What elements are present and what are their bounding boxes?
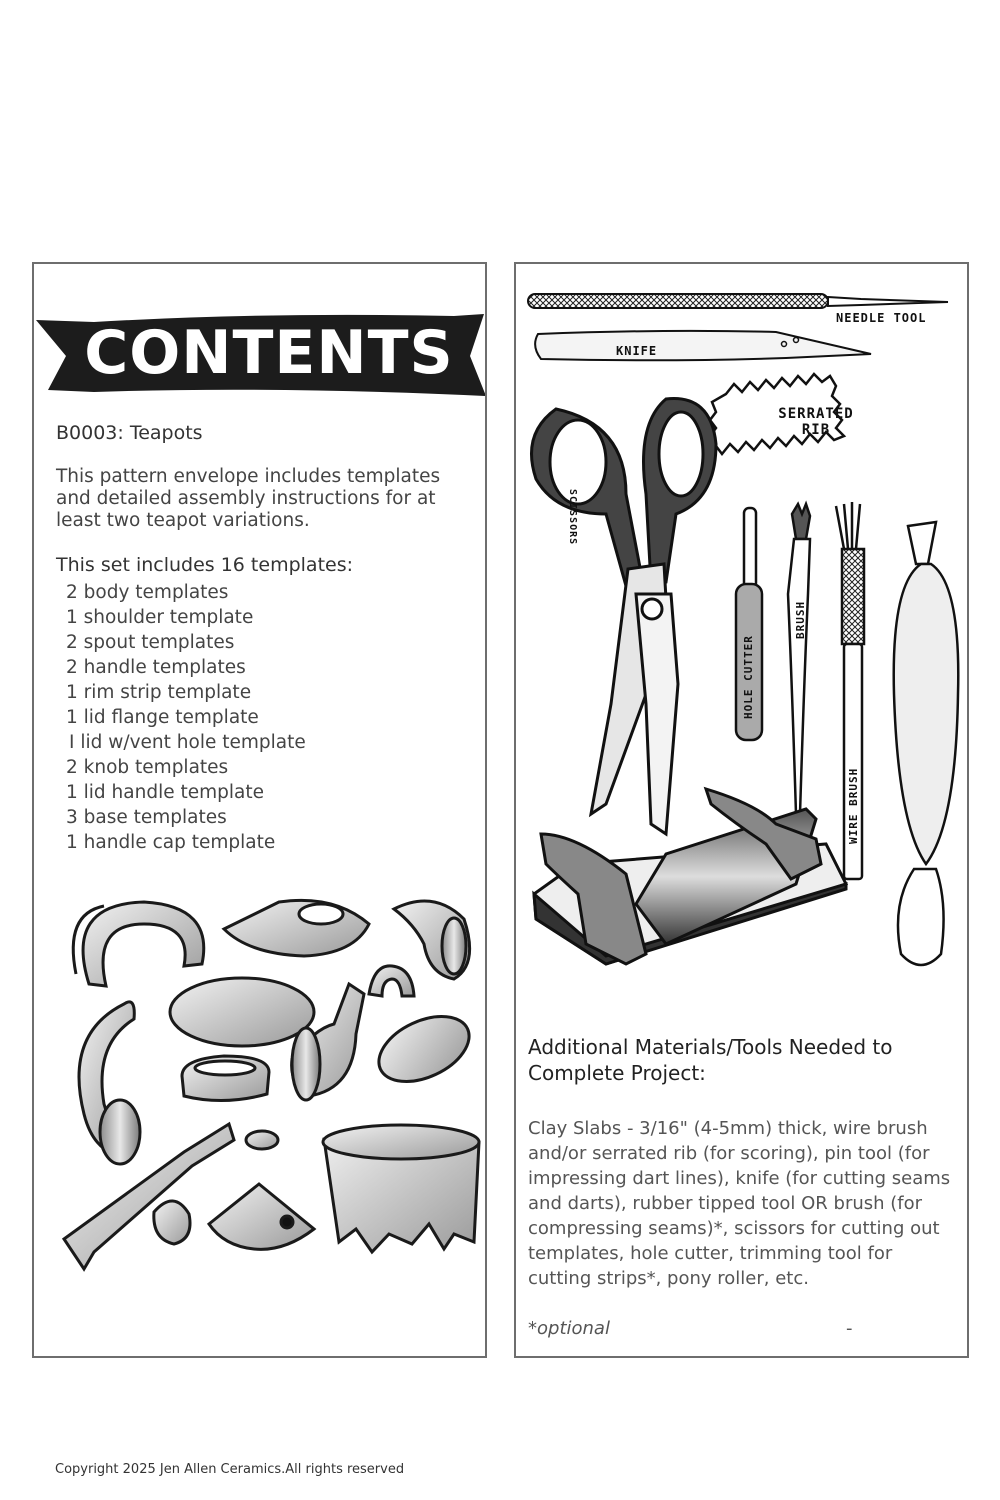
serrated-rib-label: SERRATED RIB: [778, 406, 854, 438]
brush-label: BRUSH: [794, 600, 807, 639]
scissors-label: SCISSORS: [567, 489, 578, 546]
wire-brush-label: WIRE BRUSH: [847, 767, 860, 844]
list-item: 1 lid handle template: [66, 782, 264, 803]
hole-cutter-label: HOLE CUTTER: [742, 635, 755, 719]
contents-panel: [32, 262, 487, 1358]
trimming-tool-icon: [894, 522, 959, 965]
needle-tool-icon: [528, 294, 948, 308]
contents-banner: [34, 300, 487, 400]
additional-materials-text: Clay Slabs - 3/16" (4-5mm) thick, wire brush and/or serrated rib (for scoring), pin tool (for impressing dart lines), knife (for cutting seams and darts), rubber tipped tool OR brush (for compressing seams)*, scissors for cutting out templates, hole cutter, trimming tool for cutting strips*, pony roller, etc.: [528, 1118, 951, 1289]
copyright-footer: Copyright 2025 Jen Allen Ceramics.All rights reserved: [55, 1462, 405, 1477]
optional-note: *optional: [528, 1318, 610, 1339]
list-item: 2 knob templates: [66, 757, 229, 778]
pony-roller-icon: [534, 789, 846, 964]
tools-panel: [514, 262, 969, 1358]
teapot-parts-illustration: [34, 884, 487, 1304]
list-item: 1 handle cap template: [66, 832, 276, 853]
list-item: 1 rim strip template: [66, 682, 252, 703]
banner-title: CONTENTS: [84, 318, 454, 388]
knife-icon: [535, 331, 871, 360]
scissors-icon: [532, 399, 717, 834]
list-item: 2 spout templates: [66, 632, 235, 653]
tools-illustration: [516, 264, 969, 984]
needle-tool-label: NEEDLE TOOL: [836, 311, 927, 325]
knife-label: KNIFE: [616, 344, 658, 358]
list-item: 1 shoulder template: [66, 607, 254, 628]
set-heading: This set includes 16 templates:: [56, 554, 354, 576]
list-item: 3 base templates: [66, 807, 227, 828]
intro-text: This pattern envelope includes templates and detailed assembly instructions for at least two teapot variations.: [56, 466, 441, 531]
pattern-code-title: B0003: Teapots: [56, 422, 203, 444]
list-item: 2 handle templates: [66, 657, 246, 678]
dash-mark: -: [846, 1318, 853, 1339]
list-item: 2 body templates: [66, 582, 229, 603]
brush-icon: [788, 504, 810, 814]
list-item: 1 lid flange template: [66, 707, 259, 728]
additional-materials-heading: Additional Materials/Tools Needed to Complete Project:: [528, 1035, 893, 1085]
template-list: [66, 580, 306, 855]
list-item: I lid w/vent hole template: [69, 732, 306, 753]
